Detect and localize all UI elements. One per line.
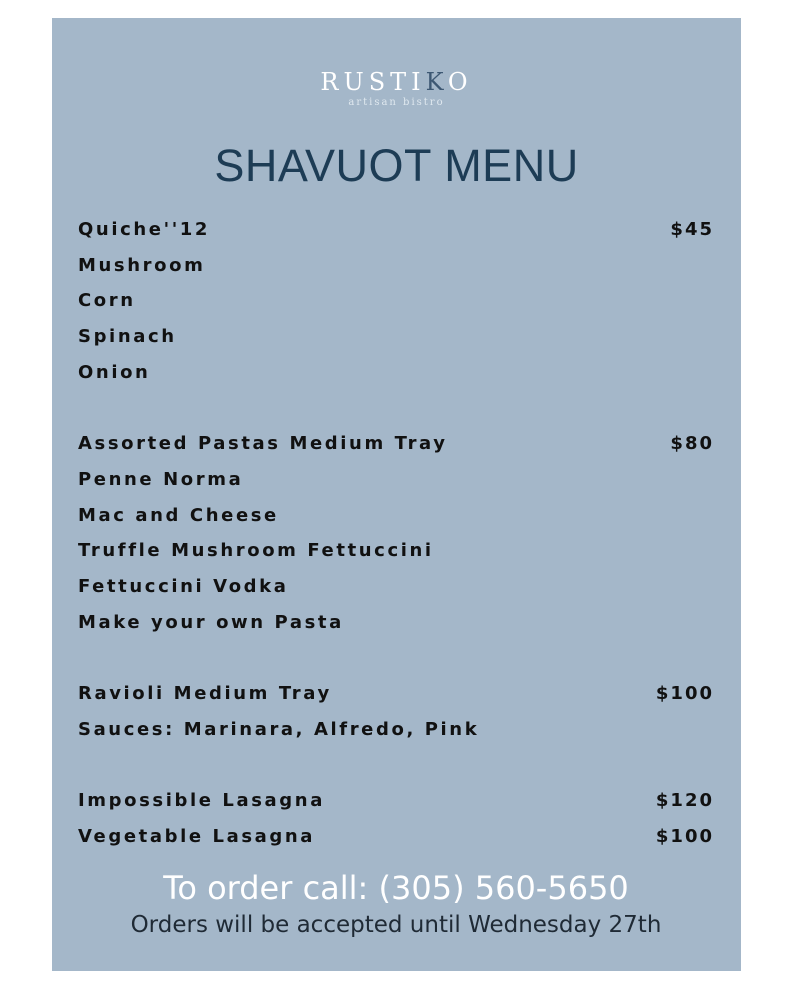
menu-card [52, 18, 741, 971]
item-price: $45 [670, 219, 714, 240]
menu-line [78, 611, 714, 635]
logo-wordmark-end: O [447, 68, 473, 96]
item-price: $100 [655, 826, 714, 847]
menu-line [78, 254, 714, 278]
logo-wordmark-accent: K [425, 68, 448, 96]
item-name: Impossible Lasagna [78, 790, 325, 811]
item-price: $100 [655, 683, 714, 704]
logo-wordmark-start: RUSTI [320, 68, 426, 96]
menu-line [78, 218, 714, 242]
menu-line [78, 575, 714, 599]
item-name: Make your own Pasta [78, 612, 344, 633]
menu-line [78, 361, 714, 385]
menu-line [78, 539, 714, 563]
menu-line [78, 682, 714, 706]
item-name: Onion [78, 362, 151, 383]
logo-wordmark [52, 68, 741, 96]
menu-line [78, 789, 714, 813]
menu-line [78, 718, 714, 742]
logo-tagline: artisan bistro [348, 97, 445, 108]
item-name: Vegetable Lasagna [78, 826, 316, 847]
item-name: Assorted Pastas Medium Tray [78, 433, 448, 454]
restaurant-logo [52, 68, 741, 109]
order-deadline-note: Orders will be accepted until Wednesday 27th [130, 912, 662, 938]
item-name: Spinach [78, 326, 177, 347]
item-name: Mac and Cheese [78, 505, 279, 526]
item-name: Ravioli Medium Tray [78, 683, 332, 704]
menu-line [78, 325, 714, 349]
item-price: $80 [670, 433, 714, 454]
item-name: Quiche''12 [78, 219, 211, 240]
item-name: Truffle Mushroom Fettuccini [78, 540, 434, 561]
item-price: $120 [655, 790, 714, 811]
menu-line [78, 468, 714, 492]
item-name: Corn [78, 290, 136, 311]
item-name: Mushroom [78, 255, 206, 276]
menu-line [78, 432, 714, 456]
menu-line [78, 825, 714, 849]
menu-line [78, 504, 714, 528]
menu-title: SHAVUOT MENU [214, 140, 579, 191]
order-phone-line: To order call: (305) 560-5650 [163, 869, 629, 907]
item-name: Fettuccini Vodka [78, 576, 289, 597]
menu-line [78, 289, 714, 313]
item-name: Penne Norma [78, 469, 244, 490]
item-name: Sauces: Marinara, Alfredo, Pink [78, 719, 480, 740]
